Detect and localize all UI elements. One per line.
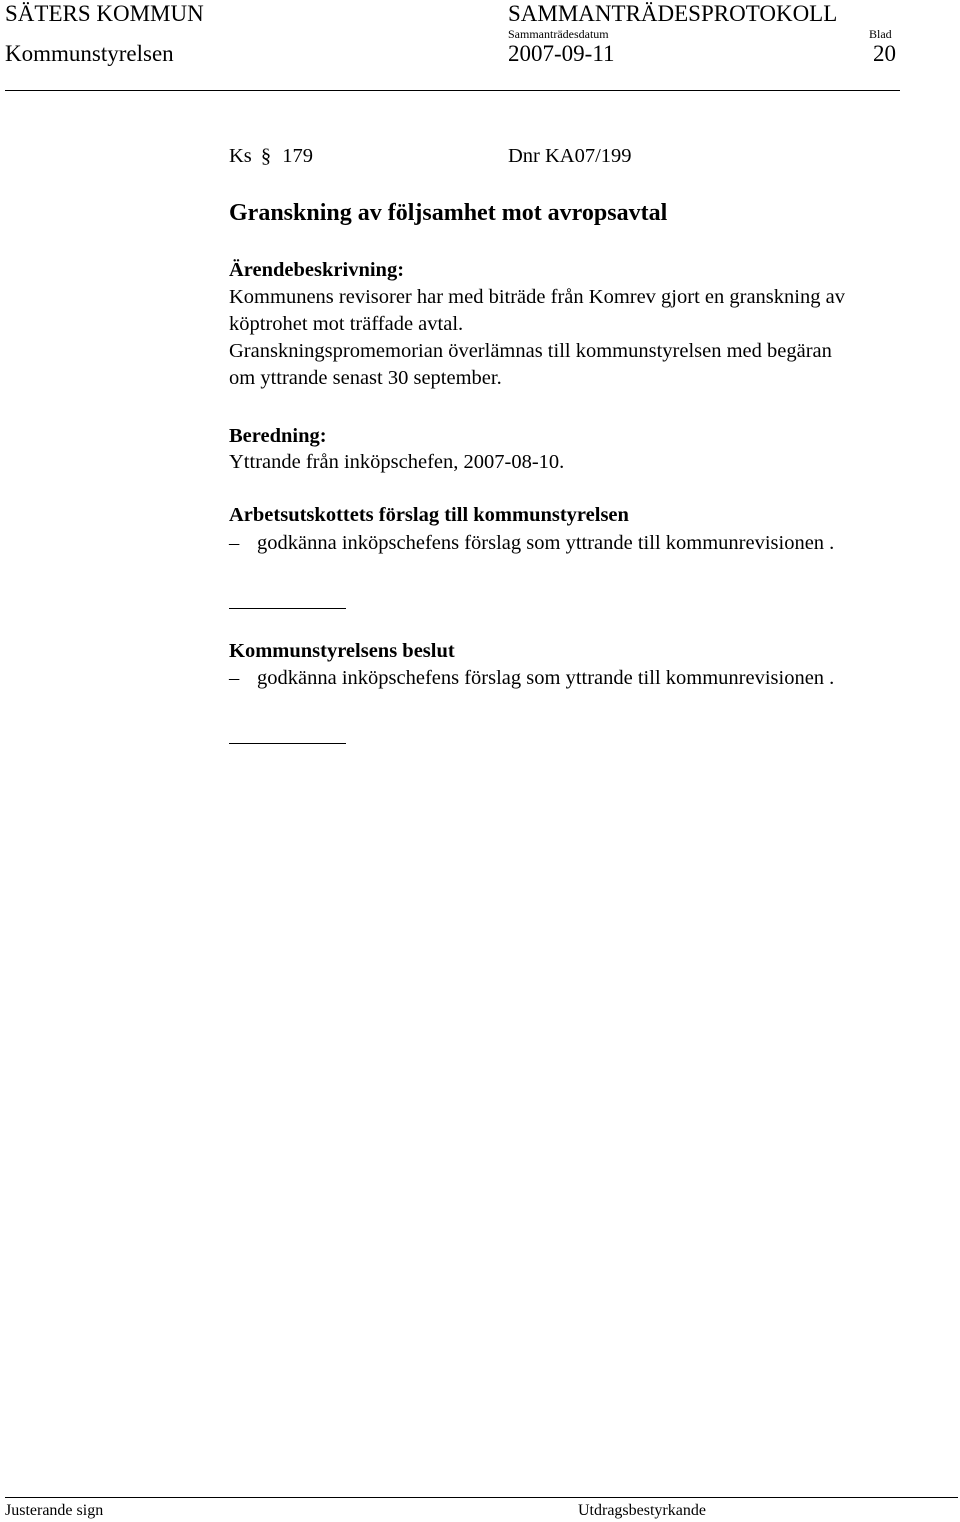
board-decision-label: Kommunstyrelsens beslut — [229, 640, 455, 662]
diary-number: Dnr KA07/199 — [508, 145, 632, 167]
board-decision-item — [229, 665, 834, 692]
description-line: köptrohet mot träffade avtal. — [229, 313, 464, 335]
page-number: 20 — [873, 41, 896, 66]
meeting-date: 2007-09-11 — [508, 41, 615, 66]
committee-proposal-item — [229, 530, 834, 557]
section-symbol: § — [260, 145, 272, 167]
footer-divider — [5, 1497, 958, 1498]
footer-sign-label: Justerande sign — [5, 1502, 104, 1519]
description-label: Ärendebeskrivning: — [229, 259, 405, 281]
description-line: om yttrande senast 30 september. — [229, 367, 502, 389]
case-number-value: 179 — [282, 145, 314, 167]
case-title: Granskning av följsamhet mot avropsavtal — [229, 200, 668, 226]
preparation-label: Beredning: — [229, 425, 327, 447]
page-label: Blad — [869, 27, 892, 41]
document-type: SAMMANTRÄDESPROTOKOLL — [508, 1, 838, 26]
committee-proposal-label: Arbetsutskottets förslag till kommunstyrelsen — [229, 504, 629, 526]
committee-name: Kommunstyrelsen — [5, 41, 174, 66]
organization-name: SÄTERS KOMMUN — [5, 1, 204, 26]
description-line: Granskningspromemorian överlämnas till kommunstyrelsen med begäran — [229, 340, 832, 362]
section-separator — [229, 743, 346, 744]
decision-text: godkänna inköpschefens förslag som yttrande till kommunrevisionen . — [257, 667, 835, 689]
date-label: Sammanträdesdatum — [508, 27, 609, 41]
dash-bullet: – — [229, 667, 240, 689]
description-line: Kommunens revisorer har med biträde från Komrev gjort en granskning av — [229, 286, 845, 308]
case-number — [229, 143, 313, 170]
case-prefix: Ks — [229, 145, 252, 167]
section-separator — [229, 608, 346, 609]
dash-bullet: – — [229, 532, 240, 554]
footer-certification-label: Utdragsbestyrkande — [578, 1502, 706, 1519]
header-divider — [5, 90, 900, 91]
preparation-text: Yttrande från inköpschefen, 2007-08-10. — [229, 451, 565, 473]
proposal-text: godkänna inköpschefens förslag som yttrande till kommunrevisionen . — [257, 532, 835, 554]
